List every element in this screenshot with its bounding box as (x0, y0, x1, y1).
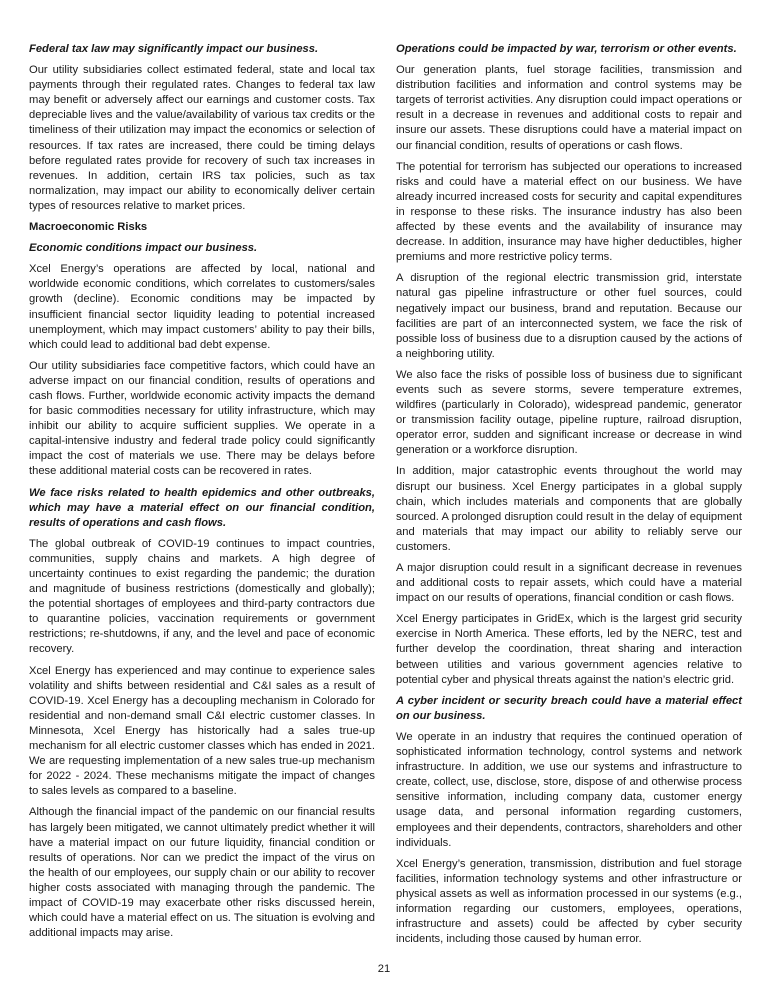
right-column (396, 42, 742, 953)
section-heading-macroeconomic-risks: Macroeconomic Risks (29, 221, 148, 234)
paragraph: In addition, major catastrophic events throughout the world may disrupt our business. Xcel Energy participates in a global supply chain, which includes materials and components that are globally sourced. A prolonged disruption could result in the delay of equipment and materials that may impact our ability to reliably serve our customers. (396, 465, 742, 553)
paragraph: Although the financial impact of the pandemic on our financial results has largely been mitigated, we cannot ultimately predict whether it will have a material impact on our future liquidity, financial condition or results of operations. Nor can we predict the impact of the virus on the health of our employees, our supply chain or our ability to recover higher costs associated with managing through the pandemic. The impact of COVID-19 may exacerbate other risks discussed herein, which could have a material effect on us. The situation is evolving and additional impacts may arise. (29, 806, 375, 940)
page-number: 21 (377, 963, 391, 975)
paragraph: Xcel Energy has experienced and may continue to experience sales volatility and shifts between residential and C&I sales as a result of COVID-19. Xcel Energy has a decoupling mechanism in Colorado for residential and non-demand small C&I electric customer classes. In Minnesota, Xcel Energy has historically had a sales true-up mechanism for all electric customer classes which has ended in 2021. We are requesting implementation of a new sales true-up mechanism for 2022 - 2024. These mechanisms mitigate the impact of changes to sales levels as compared to a baseline. (29, 664, 375, 798)
heading-health-epidemics: We face risks related to health epidemics and other outbreaks, which may have a material effect on our financial condition, results of operations and cash flows. (29, 486, 375, 529)
paragraph: A major disruption could result in a significant decrease in revenues and additional costs to repair assets, which could have a material impact on our results of operations, financial condition or cash flows. (396, 562, 742, 605)
left-column (29, 42, 375, 947)
paragraph: The global outbreak of COVID-19 continues to impact countries, communities, supply chains and markets. A high degree of uncertainty continues to exist regarding the pandemic; the duration and magnitude of business restrictions (domestically and globally); the potential shortages of employees and third-party contractors due to quarantine policies, vaccination requirements or government restrictions; re-shutdowns, if any, and the level and pace of economic recovery. (29, 537, 375, 656)
paragraph: Xcel Energy’s generation, transmission, distribution and fuel storage facilities, information technology systems and other infrastructure or physical assets as well as information processed in our systems (e.g., information regarding our customers, employees, operations, infrastructure and assets) could be affected by cyber security incidents, including those caused by human error. (396, 857, 742, 946)
paragraph: A disruption of the regional electric transmission grid, interstate natural gas pipeline infrastructure or other fuel sources, could negatively impact our business, brand and reputation. Because our facilities are part of an interconnected system, we face the risk of possible loss of business due to a disruption caused by the actions of a neighboring utility. (396, 272, 742, 360)
heading-cyber-incident: A cyber incident or security breach could have a material effect on our business. (396, 694, 742, 722)
paragraph: We also face the risks of possible loss of business due to significant events such as severe storms, severe temperature extremes, wildfires (particularly in Colorado), widespread pandemic, generator or transmission facility outage, pipeline rupture, railroad disruption, operator error, sudden and significant increase or decrease in wind generation or a workforce disruption. (396, 368, 742, 457)
paragraph: Our utility subsidiaries collect estimated federal, state and local tax payments through their regulated rates. Changes to federal tax law may benefit or adversely affect our earnings and customer costs. Tax depreciable lives and the value/availability of various tax credits or the timeliness of their utilization may impact the economics or selection of resources. If tax rates are increased, there could be timing delays before regulated rates provide for recovery of such tax increases in revenues. In addition, certain IRS tax policies, such as tax normalization, may impact our ability to economically deliver certain types of resources relative to market prices. (29, 64, 375, 212)
paragraph: We operate in an industry that requires the continued operation of sophisticated information technology, control systems and network infrastructure. In addition, we use our systems and infrastructure to create, collect, use, disclose, store, dispose of and otherwise process sensitive information, including company data, customer energy usage data, and personal information regarding customers, employees and their dependents, contractors, shareholders and other individuals. (396, 730, 742, 849)
paragraph: Xcel Energy’s operations are affected by local, national and worldwide economic conditions, which correlates to customers/sales growth (decline). Economic conditions may be impacted by insufficient financial sector liquidity leading to potential increased unemployment, which may impact customers’ ability to pay their bills, which could lead to additional bad debt expense. (29, 263, 375, 351)
paragraph: Our utility subsidiaries face competitive factors, which could have an adverse impact on our financial condition, results of operations and cash flows. Further, worldwide economic activity impacts the demand for basic commodities necessary for utility infrastructure, which may inhibit our ability to acquire sufficient supplies. We operate in a capital-intensive industry and federal trade policy could significantly impact the cost of materials we use. There may be delays before these additional material costs can be recovered in rates. (29, 359, 375, 478)
heading-economic-conditions: Economic conditions impact our business. (29, 242, 258, 255)
heading-federal-tax: Federal tax law may significantly impact our business. (29, 43, 319, 55)
paragraph: Xcel Energy participates in GridEx, which is the largest grid security exercise in North America. These efforts, led by the NERC, test and further develop the coordination, threat sharing and interaction between utilities and various government agencies relative to potential cyber and physical threats against the nation’s electric grid. (396, 613, 742, 686)
paragraph: Our generation plants, fuel storage facilities, transmission and distribution facilities and information and control systems may be targets of terrorist activities. Any disruption could impact operations or result in a decrease in revenues and additional costs to repair and insure our assets. These disruptions could have a material impact on our financial condition, results of operations or cash flows. (396, 64, 742, 152)
paragraph: The potential for terrorism has subjected our operations to increased risks and could have a material effect on our business. We have already incurred increased costs for security and capital expenditures in response to these risks. The insurance industry has also been affected by these events and the availability of insurance may decrease. In addition, insurance may have higher deductibles, higher premiums and more restrictive policy terms. (396, 160, 742, 264)
heading-war-terrorism: Operations could be impacted by war, terrorism or other events. (396, 43, 737, 55)
